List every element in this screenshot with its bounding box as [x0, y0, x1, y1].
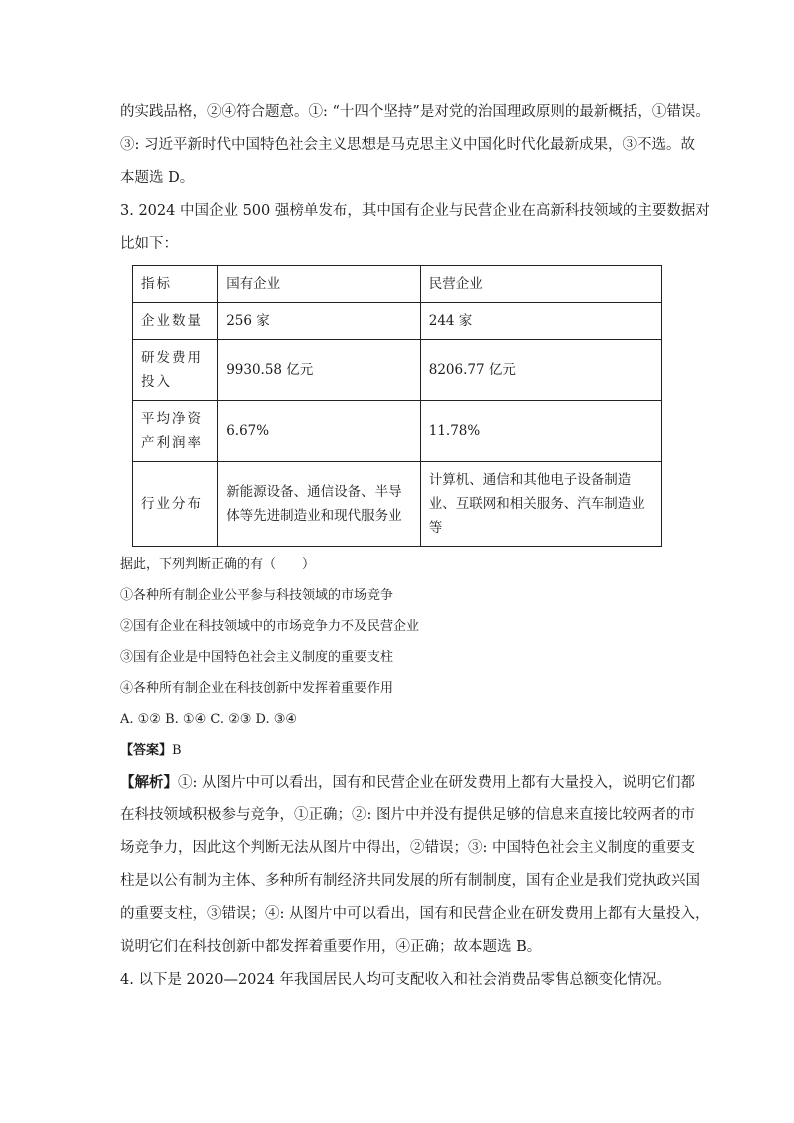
table-cell: 计算机、通信和其他电子设备制造业、互联网和相关服务、汽车制造业等: [420, 462, 661, 547]
analysis-line-1: [120, 766, 695, 799]
analysis-text: ①: 从图片中可以看出，国有和民营企业在研发费用上都有大量投入，说明它们都: [178, 775, 695, 791]
table-cell: 新能源设备、通信设备、半导体等先进制造业和现代服务业: [218, 462, 421, 547]
analysis-line-4: 柱是以公有制为主体、多种所有制经济共同发展的所有制制度，国有企业是我们党执政兴国: [120, 873, 700, 889]
statement-2: ②国有企业在科技领域中的市场竞争力不及民营企业: [120, 619, 420, 634]
statement-4: ④各种所有制企业在科技创新中发挥着重要作用: [120, 681, 394, 696]
intro-line-1: 的实践品格，②④符合题意。①: “十四个坚持”是对党的治国理政原则的最新概括，①错误。: [120, 104, 710, 120]
table-cell: 研发费用投入: [133, 340, 218, 401]
table-cell: 244 家: [420, 303, 661, 340]
question-3-prompt: 据此，下列判断正确的有（ ）: [120, 557, 316, 572]
table-row: [133, 462, 662, 547]
table-cell: 6.67%: [218, 401, 421, 462]
table-cell: 平均净资产利润率: [133, 401, 218, 462]
question-3-stem: 3. 2024 中国企业 500 强榜单发布，其中国有企业与民营企业在高新科技领域的主要数据对: [120, 203, 710, 219]
analysis-line-2: 在科技领域积极参与竞争，①正确；②: 图片中并没有提供足够的信息来直接比较两者的市: [120, 807, 695, 823]
table-row: [133, 340, 662, 401]
table-header-cell: 指标: [133, 266, 218, 303]
table-header-cell: 民营企业: [420, 266, 661, 303]
table-row: [133, 303, 662, 340]
answer-choices: A. ①② B. ①④ C. ②③ D. ③④: [120, 712, 298, 727]
intro-line-3: 本题选 D。: [120, 170, 195, 186]
table-cell: 256 家: [218, 303, 421, 340]
table-header-row: [133, 266, 662, 303]
question-3-stem-cont: 比如下：: [120, 236, 178, 252]
analysis-tag: 【解析】: [120, 774, 178, 791]
table-cell: 企业数量: [133, 303, 218, 340]
table-cell: 8206.77 亿元: [420, 340, 661, 401]
answer-line: [120, 735, 690, 766]
answer-value: B: [172, 743, 182, 758]
answer-tag: 【答案】: [120, 743, 173, 758]
question-4-stem: 4. 以下是 2020—2024 年我国居民人均可支配收入和社会消费品零售总额变化情况。: [120, 972, 671, 988]
table-cell: 行业分布: [133, 462, 218, 547]
analysis-line-3: 场竞争力，因此这个判断无法从图片中得出，②错误；③: 中国特色社会主义制度的重要支: [120, 840, 695, 856]
statement-1: ①各种所有制企业公平参与科技领域的市场竞争: [120, 588, 394, 603]
analysis-line-5: 的重要支柱，③错误；④: 从图片中可以看出，国有和民营企业在研发费用上都有大量投入，: [120, 906, 710, 922]
document-page: [120, 96, 710, 997]
intro-line-2: ③: 习近平新时代中国特色社会主义思想是马克思主义中国化时代化最新成果，③不选。故: [120, 137, 695, 153]
statement-3: ③国有企业是中国特色社会主义制度的重要支柱: [120, 650, 394, 665]
table-cell: 9930.58 亿元: [218, 340, 421, 401]
table-header-cell: 国有企业: [218, 266, 421, 303]
table-cell: 11.78%: [420, 401, 661, 462]
analysis-line-6: 说明它们在科技创新中都发挥着重要作用，④正确；故本题选 B。: [120, 939, 542, 955]
table-row: [133, 401, 662, 462]
comparison-table: [132, 265, 662, 547]
